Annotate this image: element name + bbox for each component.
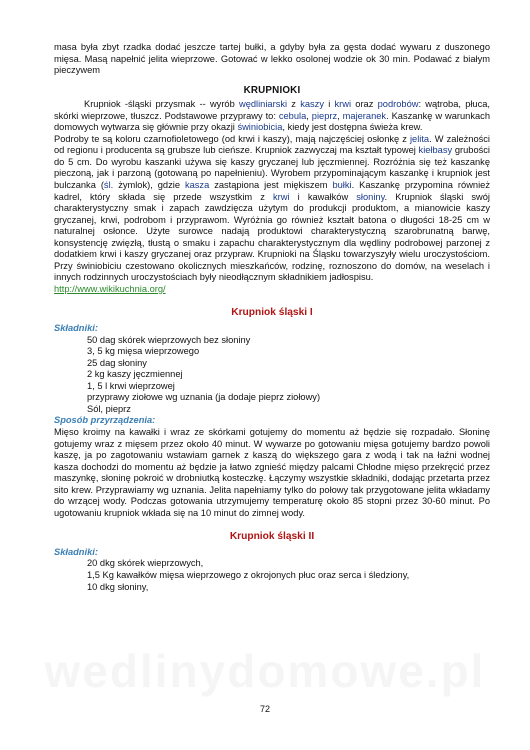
ingredient-item: 20 dkg skórek wieprzowych, <box>87 558 204 569</box>
source-url-link[interactable]: http://www.wikikuchnia.org/ <box>54 283 166 294</box>
source-line <box>54 284 490 296</box>
intro-line: masa była zbyt rzadka dodać jeszcze tartej bułki, a gdyby była za gęsta dodać wywaru z <box>54 42 445 52</box>
text: oraz <box>351 99 378 110</box>
recipe-1-ingredients <box>54 323 490 427</box>
text: żymlok), gdzie <box>113 180 185 191</box>
link-kaszy[interactable]: kaszy <box>300 99 324 110</box>
link-krwi[interactable]: krwi <box>334 99 352 110</box>
text: . Krupniok śląski swój charakterystyczny smak i zapach zawdzięcza użytym do produkcji produktom, a mianowicie kaszy gryczanej, krwi, podrobom i przyprawom. Wyróżnia go również kształt batona o długości 18-25 cm w naturalnej osłonce. Użyte surowce nadają produktowi charakterystyczną szarobrunatną barwę, konsystencję zwięzłą, tłustą o smaku i zapachu charakterystycznym dla wędliny podrobowej parzonej z dodatkiem krwi i kaszy gryczanej oraz przypraw. Krupnioki na Śląsku towarzyszyły wielu uroczystościom. Przy świniobiciu czestowano okolicznych mieszkańców, rodzinę, roznoszono do domów, na weselach i innych rodzinnych uroczystościach były nieodłącznym składnikiem jadłospisu. <box>54 191 490 283</box>
text: i kawałków <box>289 191 357 202</box>
text: Krupniok -śląski przysmak -- wyrób <box>84 99 239 110</box>
text: . W zależności od regionu i producenta są grubsze lub cieńsze. Krupniok zazwyczaj ma kształt typowej <box>54 133 490 156</box>
ingredient-item: 2 kg kaszy jęczmiennej <box>87 369 183 380</box>
ingredient-item: 3, 5 kg mięsa wieprzowego <box>87 346 200 357</box>
link-kasza[interactable]: kasza <box>184 180 210 191</box>
section-paragraph-1 <box>54 99 490 134</box>
link-krwi-2[interactable]: krwi <box>273 191 290 202</box>
link-bulki[interactable]: bułki <box>332 180 352 191</box>
method-label: Sposób przyrządzenia: <box>54 415 156 426</box>
intro-line: min. Podawać z białym pieczywem <box>54 53 490 76</box>
link-cebula[interactable]: cebula <box>278 110 307 121</box>
link-jelita[interactable]: jelita <box>409 133 430 144</box>
text: , <box>306 110 312 121</box>
link-pieprz[interactable]: pieprz <box>311 110 338 121</box>
text: , <box>337 110 343 121</box>
text: grubości do 5 cm. Do wyrobu kaszanki używa się kaszy gryczanej lub jęczmiennej. Rozróżnia się też kaszankę pieczoną, jak i parzoną (gotowaną po napełnieniu). Wyrobem przypominającym kaszankę i krupniok jest bulczanka ( <box>54 145 491 191</box>
link-sl[interactable]: śl. <box>103 180 114 191</box>
ingredients-label: Składniki: <box>54 323 98 334</box>
ingredient-item: 1, 5 l krwi wieprzowej <box>87 380 175 391</box>
recipe-1-method: Mięso kroimy na kawałki i wraz ze skórkami gotujemy do momentu aż będzie się rozpadało. Słoninę gotujemy wraz z mięsem przez około 40 minut. W wywarze po gotowaniu mięsa gotujemy bardzo powoli kaszę, ja po zagotowaniu wstawiam garnek z kaszą do większego gara z wodą i tak na łaźni wodnej kasza dochodzi do momentu aż będzie ja łatwo zgnieść między palcami Chłodne mięso przekręcić przez maszynkę, słoninę pokroić w drobniutką kosteczkę. Łączymy wszystkie składniki, dodając przetarta przez sito krew. Przyprawiamy wg uznania. Jelita napełniamy tylko do połowy tak przygotowane jelita wkładamy do wrzącej wody. Podczas gotowania utrzymujemy temperaturę około 85 stopni przez 30-60 minut. Po ugotowaniu krupniok wkłada się na 10 minut do zimnej wody. <box>54 426 490 518</box>
intro-paragraph <box>54 42 490 77</box>
text: : wątroba, płuca, skórki wieprzowe, tłuszcz. Podstawowe przyprawy to: <box>54 99 490 121</box>
text: i <box>323 99 335 110</box>
ingredient-item: przyprawy ziołowe wg uznania (ja dodaje pieprz ziołowy) <box>87 392 321 403</box>
recipe-2-ingredients <box>54 547 490 593</box>
page-content <box>54 42 490 593</box>
section-title: KRUPNIOKI <box>243 84 301 96</box>
link-podrobow[interactable]: podrobów <box>377 99 419 110</box>
recipe-1-title: Krupniok śląski I <box>231 307 313 319</box>
page-number: 72 <box>259 704 270 714</box>
link-sloniny[interactable]: słoniny <box>356 191 385 202</box>
text: , kiedy jest dostępna świeża krew. <box>282 122 423 133</box>
watermark: wedlinydomowe.pl <box>44 645 486 697</box>
link-majeranek[interactable]: majeranek <box>342 110 387 121</box>
link-kielbasy[interactable]: kiełbasy <box>418 145 453 156</box>
intro-line: duszonego mięsa. Masą napełnić jelita wieprzowe. Gotować w lekko osolonej wodzie ok 30 <box>54 42 490 64</box>
link-wedliniarski[interactable]: wędliniarski <box>239 99 288 110</box>
link-swiniobicia[interactable]: świniobicia <box>237 122 283 133</box>
ingredients-label: Składniki: <box>54 546 98 557</box>
text: . Kaszankę w warunkach domowych wytwarza się głównie przy okazji <box>54 110 490 133</box>
ingredient-item: Sól, pieprz <box>87 403 131 414</box>
ingredient-item: 25 dag słoniny <box>87 357 147 368</box>
ingredient-item: 50 dag skórek wieprzowych bez słoniny <box>87 334 251 345</box>
ingredient-item: 10 dkg słoniny, <box>87 581 149 592</box>
section-paragraph-2 <box>54 134 490 284</box>
ingredient-item: 1,5 Kg kawałków mięsa wieprzowego z okrojonych płuc oraz serca i śledziony, <box>87 569 410 580</box>
recipe-2-title: Krupniok śląski II <box>229 531 315 543</box>
text: Podroby te są koloru czarnofioletowego (od krwi i kaszy), mają najczęściej osłonkę z <box>54 133 410 144</box>
text: . Kaszankę przypomina również kadrel, który składa się przede wszystkim z <box>54 180 490 202</box>
text: z <box>287 99 301 110</box>
text: zastąpiona jest miękiszem <box>209 180 333 191</box>
